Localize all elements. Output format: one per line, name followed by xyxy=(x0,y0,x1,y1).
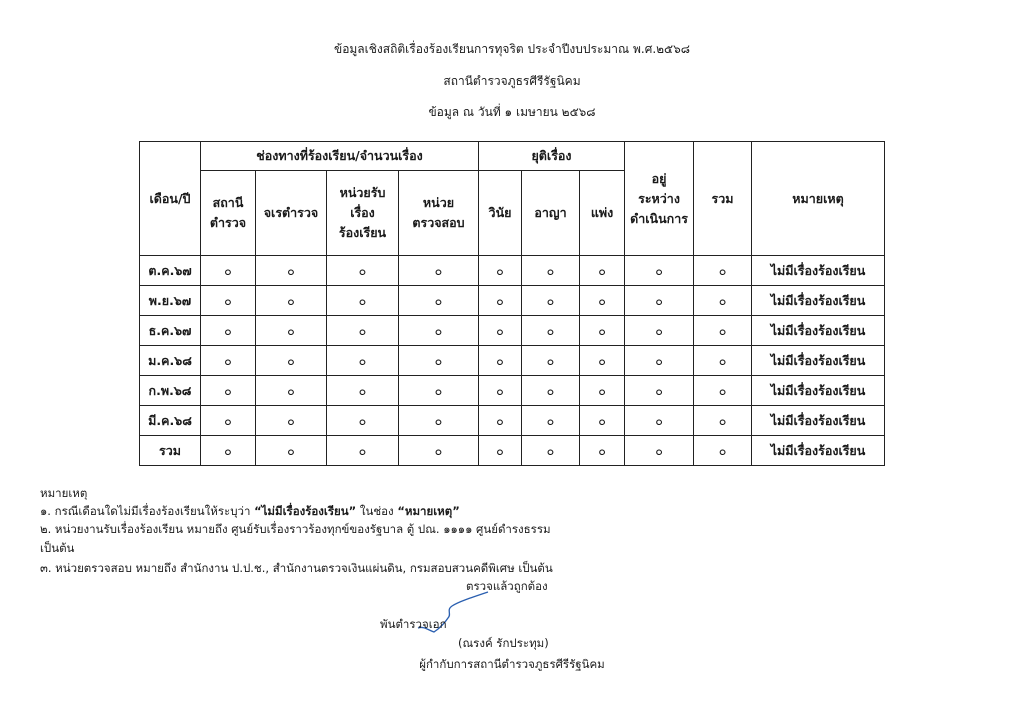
cell-value: ๐ xyxy=(522,346,580,376)
row-month: มี.ค.๖๘ xyxy=(140,406,201,436)
cell-value: ๐ xyxy=(625,406,694,436)
row-remark: ไม่มีเรื่องร้องเรียน xyxy=(752,406,885,436)
col-station: สถานี ตำรวจ xyxy=(201,171,256,256)
cell-value: ๐ xyxy=(479,256,522,286)
row-month: พ.ย.๖๗ xyxy=(140,286,201,316)
cell-value: ๐ xyxy=(327,376,399,406)
col-receiving-unit: หน่วยรับ เรื่อง ร้องเรียน xyxy=(327,171,399,256)
table-row xyxy=(140,286,885,316)
col-criminal: อาญา xyxy=(522,171,580,256)
cell-value: ๐ xyxy=(327,256,399,286)
cell-value: ๐ xyxy=(580,286,625,316)
cell-value: ๐ xyxy=(256,316,327,346)
row-month: ม.ค.๖๘ xyxy=(140,346,201,376)
cell-value: ๐ xyxy=(201,436,256,466)
cell-value: ๐ xyxy=(327,346,399,376)
col-audit-unit: หน่วย ตรวจสอบ xyxy=(399,171,479,256)
cell-value: ๐ xyxy=(522,316,580,346)
note-1: ๑. กรณีเดือนใดไม่มีเรื่องร้องเรียนให้ระบุว่า “ไม่มีเรื่องร้องเรียน” ในช่อง “หมายเหตุ” xyxy=(40,504,460,518)
cell-value: ๐ xyxy=(256,406,327,436)
cell-value: ๐ xyxy=(479,406,522,436)
document-title: ข้อมูลเชิงสถิติเรื่องร้องเรียนการทุจริต ประจำปีงบประมาณ พ.ศ.๒๕๖๘ xyxy=(333,42,690,56)
col-civil: แพ่ง xyxy=(580,171,625,256)
table-row xyxy=(140,406,885,436)
cell-value: ๐ xyxy=(580,316,625,346)
row-month: ธ.ค.๖๗ xyxy=(140,316,201,346)
cell-value: ๐ xyxy=(522,436,580,466)
note-2-continued: เป็นต้น xyxy=(40,541,75,555)
col-remark: หมายเหตุ xyxy=(752,142,885,256)
cell-value: ๐ xyxy=(201,346,256,376)
cell-value: ๐ xyxy=(479,436,522,466)
cell-value: ๐ xyxy=(256,286,327,316)
group-channels: ช่องทางที่ร้องเรียน/จำนวนเรื่อง xyxy=(201,142,479,171)
cell-value: ๐ xyxy=(580,346,625,376)
cell-value: ๐ xyxy=(399,346,479,376)
cell-value: ๐ xyxy=(256,436,327,466)
total-row xyxy=(140,436,885,466)
cell-value: ๐ xyxy=(625,316,694,346)
cell-value: ๐ xyxy=(694,346,752,376)
cell-value: ๐ xyxy=(625,346,694,376)
cell-value: ๐ xyxy=(694,436,752,466)
row-month: ต.ค.๖๗ xyxy=(140,256,201,286)
notes-title: หมายเหตุ xyxy=(40,486,88,500)
cell-value: ๐ xyxy=(694,286,752,316)
cell-value: ๐ xyxy=(580,376,625,406)
row-remark: ไม่มีเรื่องร้องเรียน xyxy=(752,286,885,316)
cell-value: ๐ xyxy=(327,436,399,466)
complaint-statistics-table xyxy=(139,141,885,466)
col-discipline: วินัย xyxy=(479,171,522,256)
cell-value: ๐ xyxy=(256,346,327,376)
row-month: ก.พ.๖๘ xyxy=(140,376,201,406)
cell-value: ๐ xyxy=(399,286,479,316)
signer-position: ผู้กำกับการสถานีตำรวจภูธรศีรีรัฐนิคม xyxy=(419,657,605,671)
row-remark: ไม่มีเรื่องร้องเรียน xyxy=(752,256,885,286)
col-total: รวม xyxy=(694,142,752,256)
signer-name: (ณรงค์ รักประทุม) xyxy=(458,636,549,650)
cell-value: ๐ xyxy=(327,316,399,346)
cell-value: ๐ xyxy=(201,316,256,346)
table-row xyxy=(140,316,885,346)
col-pending: อยู่ ระหว่าง ดำเนินการ xyxy=(625,142,694,256)
cell-value: ๐ xyxy=(625,286,694,316)
group-header-row xyxy=(140,142,885,171)
cell-value: ๐ xyxy=(479,316,522,346)
cell-value: ๐ xyxy=(625,256,694,286)
row-remark: ไม่มีเรื่องร้องเรียน xyxy=(752,346,885,376)
note-2: ๒. หน่วยงานรับเรื่องร้องเรียน หมายถึง ศูนย์รับเรื่องราวร้องทุกข์ของรัฐบาล ตู้ ปณ. ๑๑๑๑ ศูนย์ดำรงธรรม xyxy=(40,522,551,536)
cell-value: ๐ xyxy=(201,406,256,436)
as-of-date: ข้อมูล ณ วันที่ ๑ เมษายน ๒๕๖๘ xyxy=(428,105,596,119)
cell-value: ๐ xyxy=(522,286,580,316)
station-name: สถานีตำรวจภูธรศีรีรัฐนิคม xyxy=(443,74,581,88)
certified-correct: ตรวจแล้วถูกต้อง xyxy=(466,579,548,593)
cell-value: ๐ xyxy=(256,256,327,286)
cell-value: ๐ xyxy=(479,346,522,376)
signer-rank: พันตำรวจเอก xyxy=(380,617,447,631)
table-row xyxy=(140,256,885,286)
cell-value: ๐ xyxy=(399,436,479,466)
group-resolved: ยุติเรื่อง xyxy=(479,142,625,171)
cell-value: ๐ xyxy=(694,406,752,436)
cell-value: ๐ xyxy=(580,436,625,466)
cell-value: ๐ xyxy=(479,376,522,406)
cell-value: ๐ xyxy=(625,376,694,406)
cell-value: ๐ xyxy=(694,376,752,406)
cell-value: ๐ xyxy=(522,406,580,436)
cell-value: ๐ xyxy=(399,256,479,286)
cell-value: ๐ xyxy=(327,286,399,316)
row-remark: ไม่มีเรื่องร้องเรียน xyxy=(752,376,885,406)
table-row xyxy=(140,346,885,376)
row-remark: ไม่มีเรื่องร้องเรียน xyxy=(752,316,885,346)
cell-value: ๐ xyxy=(399,316,479,346)
row-month: รวม xyxy=(140,436,201,466)
cell-value: ๐ xyxy=(327,406,399,436)
cell-value: ๐ xyxy=(694,256,752,286)
cell-value: ๐ xyxy=(479,286,522,316)
col-month: เดือน/ปี xyxy=(140,142,201,256)
row-remark: ไม่มีเรื่องร้องเรียน xyxy=(752,436,885,466)
cell-value: ๐ xyxy=(201,286,256,316)
col-police-inspector: จเรตำรวจ xyxy=(256,171,327,256)
note-3: ๓. หน่วยตรวจสอบ หมายถึง สำนักงาน ป.ป.ช., สำนักงานตรวจเงินแผ่นดิน, กรมสอบสวนคดีพิเศษ เป็นต้น xyxy=(40,561,553,575)
cell-value: ๐ xyxy=(201,256,256,286)
table-row xyxy=(140,376,885,406)
cell-value: ๐ xyxy=(399,376,479,406)
cell-value: ๐ xyxy=(625,436,694,466)
cell-value: ๐ xyxy=(580,406,625,436)
cell-value: ๐ xyxy=(522,376,580,406)
cell-value: ๐ xyxy=(399,406,479,436)
cell-value: ๐ xyxy=(256,376,327,406)
cell-value: ๐ xyxy=(201,376,256,406)
cell-value: ๐ xyxy=(694,316,752,346)
cell-value: ๐ xyxy=(522,256,580,286)
cell-value: ๐ xyxy=(580,256,625,286)
